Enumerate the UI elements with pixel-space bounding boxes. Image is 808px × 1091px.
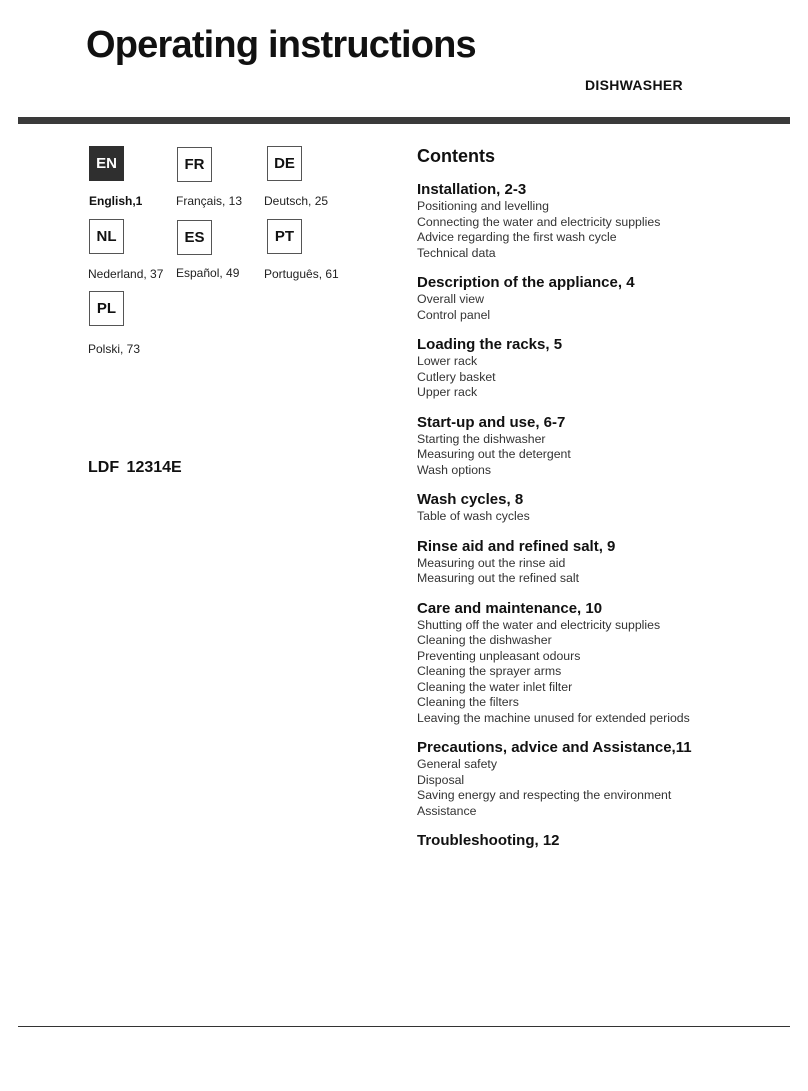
toc-section-installation	[417, 181, 797, 261]
toc-section-description	[417, 274, 797, 323]
section-item[interactable]: Upper rack	[417, 385, 478, 399]
section-item[interactable]: Technical data	[417, 245, 496, 260]
product-type: DISHWASHER	[585, 77, 683, 93]
language-label-fr[interactable]: Français, 13	[176, 194, 243, 208]
language-button-nl[interactable]: NL	[89, 219, 124, 254]
section-item[interactable]: Positioning and levelling	[417, 199, 549, 213]
section-heading[interactable]: Installation, 2-3	[417, 181, 527, 198]
language-button-pl[interactable]: PL	[89, 291, 124, 326]
section-heading[interactable]: Description of the appliance, 4	[417, 274, 635, 291]
toc-section-precautions	[417, 739, 797, 819]
toc-section-loading	[417, 336, 797, 401]
header-divider	[18, 117, 790, 124]
section-item[interactable]: Wash options	[417, 462, 492, 477]
section-item[interactable]: Cleaning the filters	[417, 695, 519, 709]
language-button-en[interactable]: EN	[89, 146, 124, 181]
section-heading[interactable]: Troubleshooting, 12	[417, 832, 560, 849]
section-item[interactable]: Measuring out the detergent	[417, 447, 571, 461]
model-number: LDF 12314E	[88, 459, 182, 476]
section-item[interactable]: Cutlery basket	[417, 369, 496, 384]
section-heading[interactable]: Loading the racks, 5	[417, 336, 563, 353]
footer-divider	[18, 1026, 790, 1027]
section-item[interactable]: Table of wash cycles	[417, 509, 530, 523]
toc-section-troubleshooting	[417, 832, 797, 850]
language-button-es[interactable]: ES	[177, 220, 212, 255]
section-heading[interactable]: Care and maintenance, 10	[417, 599, 603, 617]
section-item[interactable]: Control panel	[417, 307, 491, 322]
language-button-fr[interactable]: FR	[177, 147, 212, 182]
section-item[interactable]: Overall view	[417, 292, 484, 306]
section-item[interactable]: Cleaning the water inlet filter	[417, 679, 573, 694]
section-item[interactable]: Leaving the machine unused for extended periods	[417, 710, 690, 725]
section-item[interactable]: Disposal	[417, 772, 465, 787]
section-heading[interactable]: Precautions, advice and Assistance,11	[417, 739, 692, 756]
section-item[interactable]: Connecting the water and electricity supplies	[417, 214, 661, 229]
language-label-en[interactable]: English,1	[89, 194, 143, 208]
section-item[interactable]: Measuring out the rinse aid	[417, 555, 566, 570]
language-label-es[interactable]: Español, 49	[176, 266, 240, 280]
language-label-nl[interactable]: Nederland, 37	[88, 267, 164, 281]
toc-section-wash-cycles	[417, 491, 797, 525]
language-label-pt[interactable]: Português, 61	[264, 267, 339, 281]
section-item[interactable]: Assistance	[417, 803, 477, 818]
page-title: Operating instructions	[86, 24, 476, 66]
toc-section-care	[417, 600, 797, 727]
language-label-de[interactable]: Deutsch, 25	[264, 194, 329, 208]
section-item[interactable]: Advice regarding the first wash cycle	[417, 230, 617, 244]
toc-section-startup	[417, 414, 797, 479]
language-label-pl[interactable]: Polski, 73	[88, 342, 141, 356]
language-button-de[interactable]: DE	[267, 146, 302, 181]
section-item[interactable]: Lower rack	[417, 354, 478, 368]
section-item[interactable]: Measuring out the refined salt	[417, 571, 580, 585]
contents-title: Contents	[417, 146, 495, 166]
section-item[interactable]: Saving energy and respecting the environment	[417, 788, 672, 802]
section-item[interactable]: Cleaning the dishwasher	[417, 633, 552, 647]
language-button-pt[interactable]: PT	[267, 219, 302, 254]
section-item[interactable]: General safety	[417, 757, 497, 771]
section-item[interactable]: Starting the dishwasher	[417, 431, 546, 446]
section-item[interactable]: Cleaning the sprayer arms	[417, 664, 562, 678]
section-heading[interactable]: Rinse aid and refined salt, 9	[417, 537, 616, 555]
section-heading[interactable]: Wash cycles, 8	[417, 491, 524, 508]
section-heading[interactable]: Start-up and use, 6-7	[417, 413, 566, 431]
table-of-contents	[417, 146, 797, 863]
toc-section-rinse-aid	[417, 538, 797, 587]
section-item[interactable]: Preventing unpleasant odours	[417, 648, 581, 663]
section-item[interactable]: Shutting off the water and electricity supplies	[417, 617, 661, 632]
